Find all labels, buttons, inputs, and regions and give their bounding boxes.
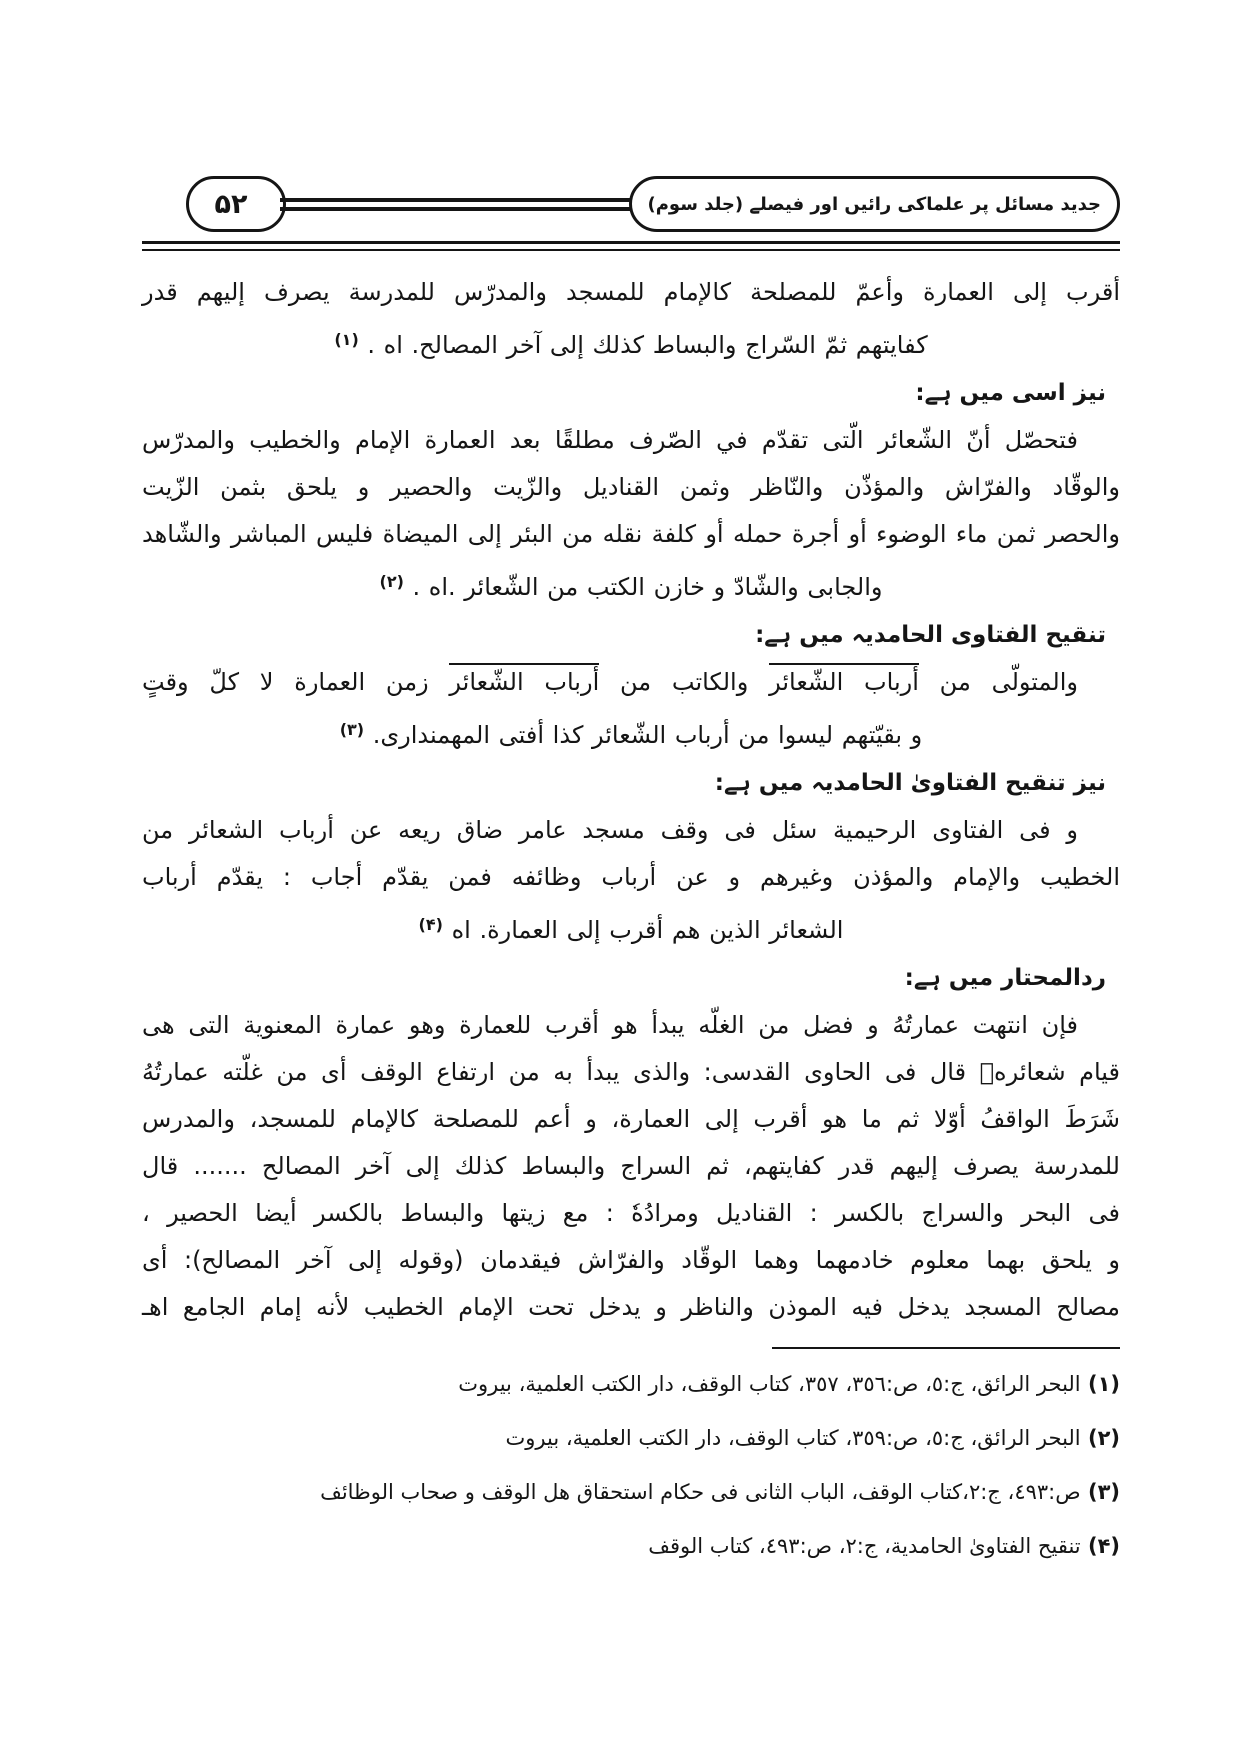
text-line bbox=[142, 706, 1120, 759]
footnote-marker: (۲) bbox=[1080, 1426, 1120, 1450]
text-segment: و بقيّتهم ليسوا من أرباب الشّعائر كذا أفتى المهمندارى. bbox=[364, 721, 923, 749]
text-segment: والجابى والشّادّ و خازن الكتب من الشّعائر .اه . bbox=[403, 573, 883, 601]
footnote-marker: (۳) bbox=[1080, 1480, 1120, 1504]
page-number: ۵۲ bbox=[214, 188, 248, 220]
header-double-rule bbox=[142, 241, 1120, 251]
book-title-pill bbox=[629, 176, 1120, 232]
text-segment: والكاتب من bbox=[599, 668, 770, 696]
overlined-phrase: أرباب الشّعائر bbox=[449, 663, 599, 696]
footnote-item bbox=[142, 1465, 1120, 1519]
text-line: والوقّاد والفرّاش والمؤذّن والنّاظر وثمن القناديل والزّيت والحصير و يلحق بثمن الزّيت bbox=[142, 473, 1120, 501]
footnotes-section bbox=[142, 1357, 1120, 1573]
text-line: فإن انتهت عمارتُهُ و فضل من الغلّه يبدأ هو أقرب للعمارة وهو عمارة المعنوية التى هى bbox=[142, 1011, 1078, 1039]
footnote-marker: (۱) bbox=[1080, 1372, 1120, 1396]
paragraph bbox=[142, 417, 1120, 611]
page-number-pill bbox=[186, 176, 286, 232]
footnote-reference: (۳) bbox=[339, 720, 365, 739]
text-line bbox=[142, 558, 1120, 611]
text-segment: الشعائر الذين هم أقرب إلى العمارة. اه bbox=[442, 916, 844, 944]
text-segment: كفايتهم ثمّ السّراج والبساط كذلك إلى آخر المصالح. اه . bbox=[358, 331, 928, 359]
footnote-reference: (۲) bbox=[379, 572, 404, 591]
section-heading: ردالمحتار میں ہے: bbox=[904, 965, 1106, 991]
header-connector-line bbox=[280, 198, 635, 211]
paragraph bbox=[142, 659, 1120, 759]
footnote-reference: (۴) bbox=[418, 915, 443, 934]
text-line: فتحصّل أنّ الشّعائر الّتى تقدّم في الصّرف مطلقًا بعد العمارة الإمام والخطيب والمدرّس bbox=[142, 426, 1078, 454]
footnote-marker: (۴) bbox=[1080, 1534, 1120, 1558]
text-line: شَرَطَ الواقفُ أوّلا ثم ما هو أقرب إلى العمارة، و أعم للمصلحة كالإمام للمسجد، والمدرس bbox=[142, 1105, 1120, 1133]
footnote-text: ص:٤٩٣، ج:٢،كتاب الوقف، الباب الثانى فى حكام استحقاق هل الوقف و صحاب الوظائف bbox=[320, 1480, 1081, 1504]
footnote-text: البحر الرائق، ج:٥، ص:٣٥٩، كتاب الوقف، دار الكتب العلمية، بيروت bbox=[505, 1426, 1081, 1450]
text-line: قيام شعائرهٖ قال فى الحاوى القدسى: والذى يبدأ به من ارتفاع الوقف أى من غلّته عمارتُهُ bbox=[142, 1058, 1120, 1086]
text-line bbox=[142, 316, 1120, 369]
paragraph bbox=[142, 807, 1120, 954]
overlined-phrase: أرباب الشّعائر bbox=[769, 663, 919, 696]
footnote-item bbox=[142, 1519, 1120, 1573]
text-line: الخطيب والإمام والمؤذن وغيرهم و عن أرباب وظائفه فمن يقدّم أجاب : يقدّم أرباب bbox=[142, 863, 1120, 891]
section-heading: تنقیح الفتاوی الحامدیہ میں ہے: bbox=[755, 622, 1106, 648]
paragraph bbox=[142, 1002, 1120, 1331]
footnote-separator bbox=[772, 1347, 1120, 1349]
text-segment: زمن العمارة لا كلّ وقتٍ bbox=[142, 668, 450, 696]
footnote-text: البحر الرائق، ج:٥، ص:٣٥٦، ٣٥٧، كتاب الوقف، دار الكتب العلمية، بيروت bbox=[458, 1372, 1081, 1396]
footnote-text: تنقيح الفتاوىٰ الحامدية، ج:٢، ص:٤٩٣، كتاب الوقف bbox=[648, 1534, 1081, 1558]
footnote-reference: (۱) bbox=[334, 330, 359, 349]
text-line: للمدرسة يصرف إليهم قدر كفايتهم، ثم السراج والبساط كذلك إلى آخر المصالح ....... قال bbox=[142, 1152, 1120, 1180]
text-line: مصالح المسجد يدخل فيه الموذن والناظر و يدخل تحت الإمام الخطيب لأنه إمام الجامع اهـ bbox=[142, 1293, 1120, 1321]
section-heading: نیز تنقیح الفتاویٰ الحامدیہ میں ہے: bbox=[714, 770, 1106, 796]
book-title: جدید مسائل پر علماکی رائیں اور فیصلے (جلد سوم) bbox=[647, 193, 1101, 215]
text-line: و فى الفتاوى الرحيمية سئل فى وقف مسجد عامر ضاق ريعه عن أرباب الشعائر من bbox=[142, 816, 1078, 844]
paragraph bbox=[142, 269, 1120, 369]
text-line bbox=[142, 659, 1120, 706]
text-segment: والمتولّى من bbox=[918, 668, 1078, 696]
text-line bbox=[142, 901, 1120, 954]
text-line: فى البحر والسراج بالكسر : القناديل ومرادُهٗ : مع زيتها والبساط بالكسر أيضا الحصير ، bbox=[142, 1199, 1120, 1227]
footnote-separator-wrap bbox=[142, 1347, 1120, 1349]
page-header bbox=[186, 176, 1120, 232]
body-content bbox=[142, 269, 1120, 1331]
footnote-item bbox=[142, 1357, 1120, 1411]
text-line: و يلحق بهما معلوم خادمهما وهما الوقّاد والفرّاش فيقدمان (وقوله إلى آخر المصالح): أى bbox=[142, 1246, 1120, 1274]
text-line: أقرب إلى العمارة وأعمّ للمصلحة كالإمام للمسجد والمدرّس للمدرسة يصرف إليهم قدر bbox=[142, 278, 1120, 306]
section-heading: نیز اسی میں ہے: bbox=[915, 380, 1106, 406]
text-line: والحصر ثمن ماء الوضوء أو أجرة حمله أو كلفة نقله من البئر إلى الميضاة فليس المباشر والشّاهد bbox=[142, 520, 1120, 548]
footnote-item bbox=[142, 1411, 1120, 1465]
